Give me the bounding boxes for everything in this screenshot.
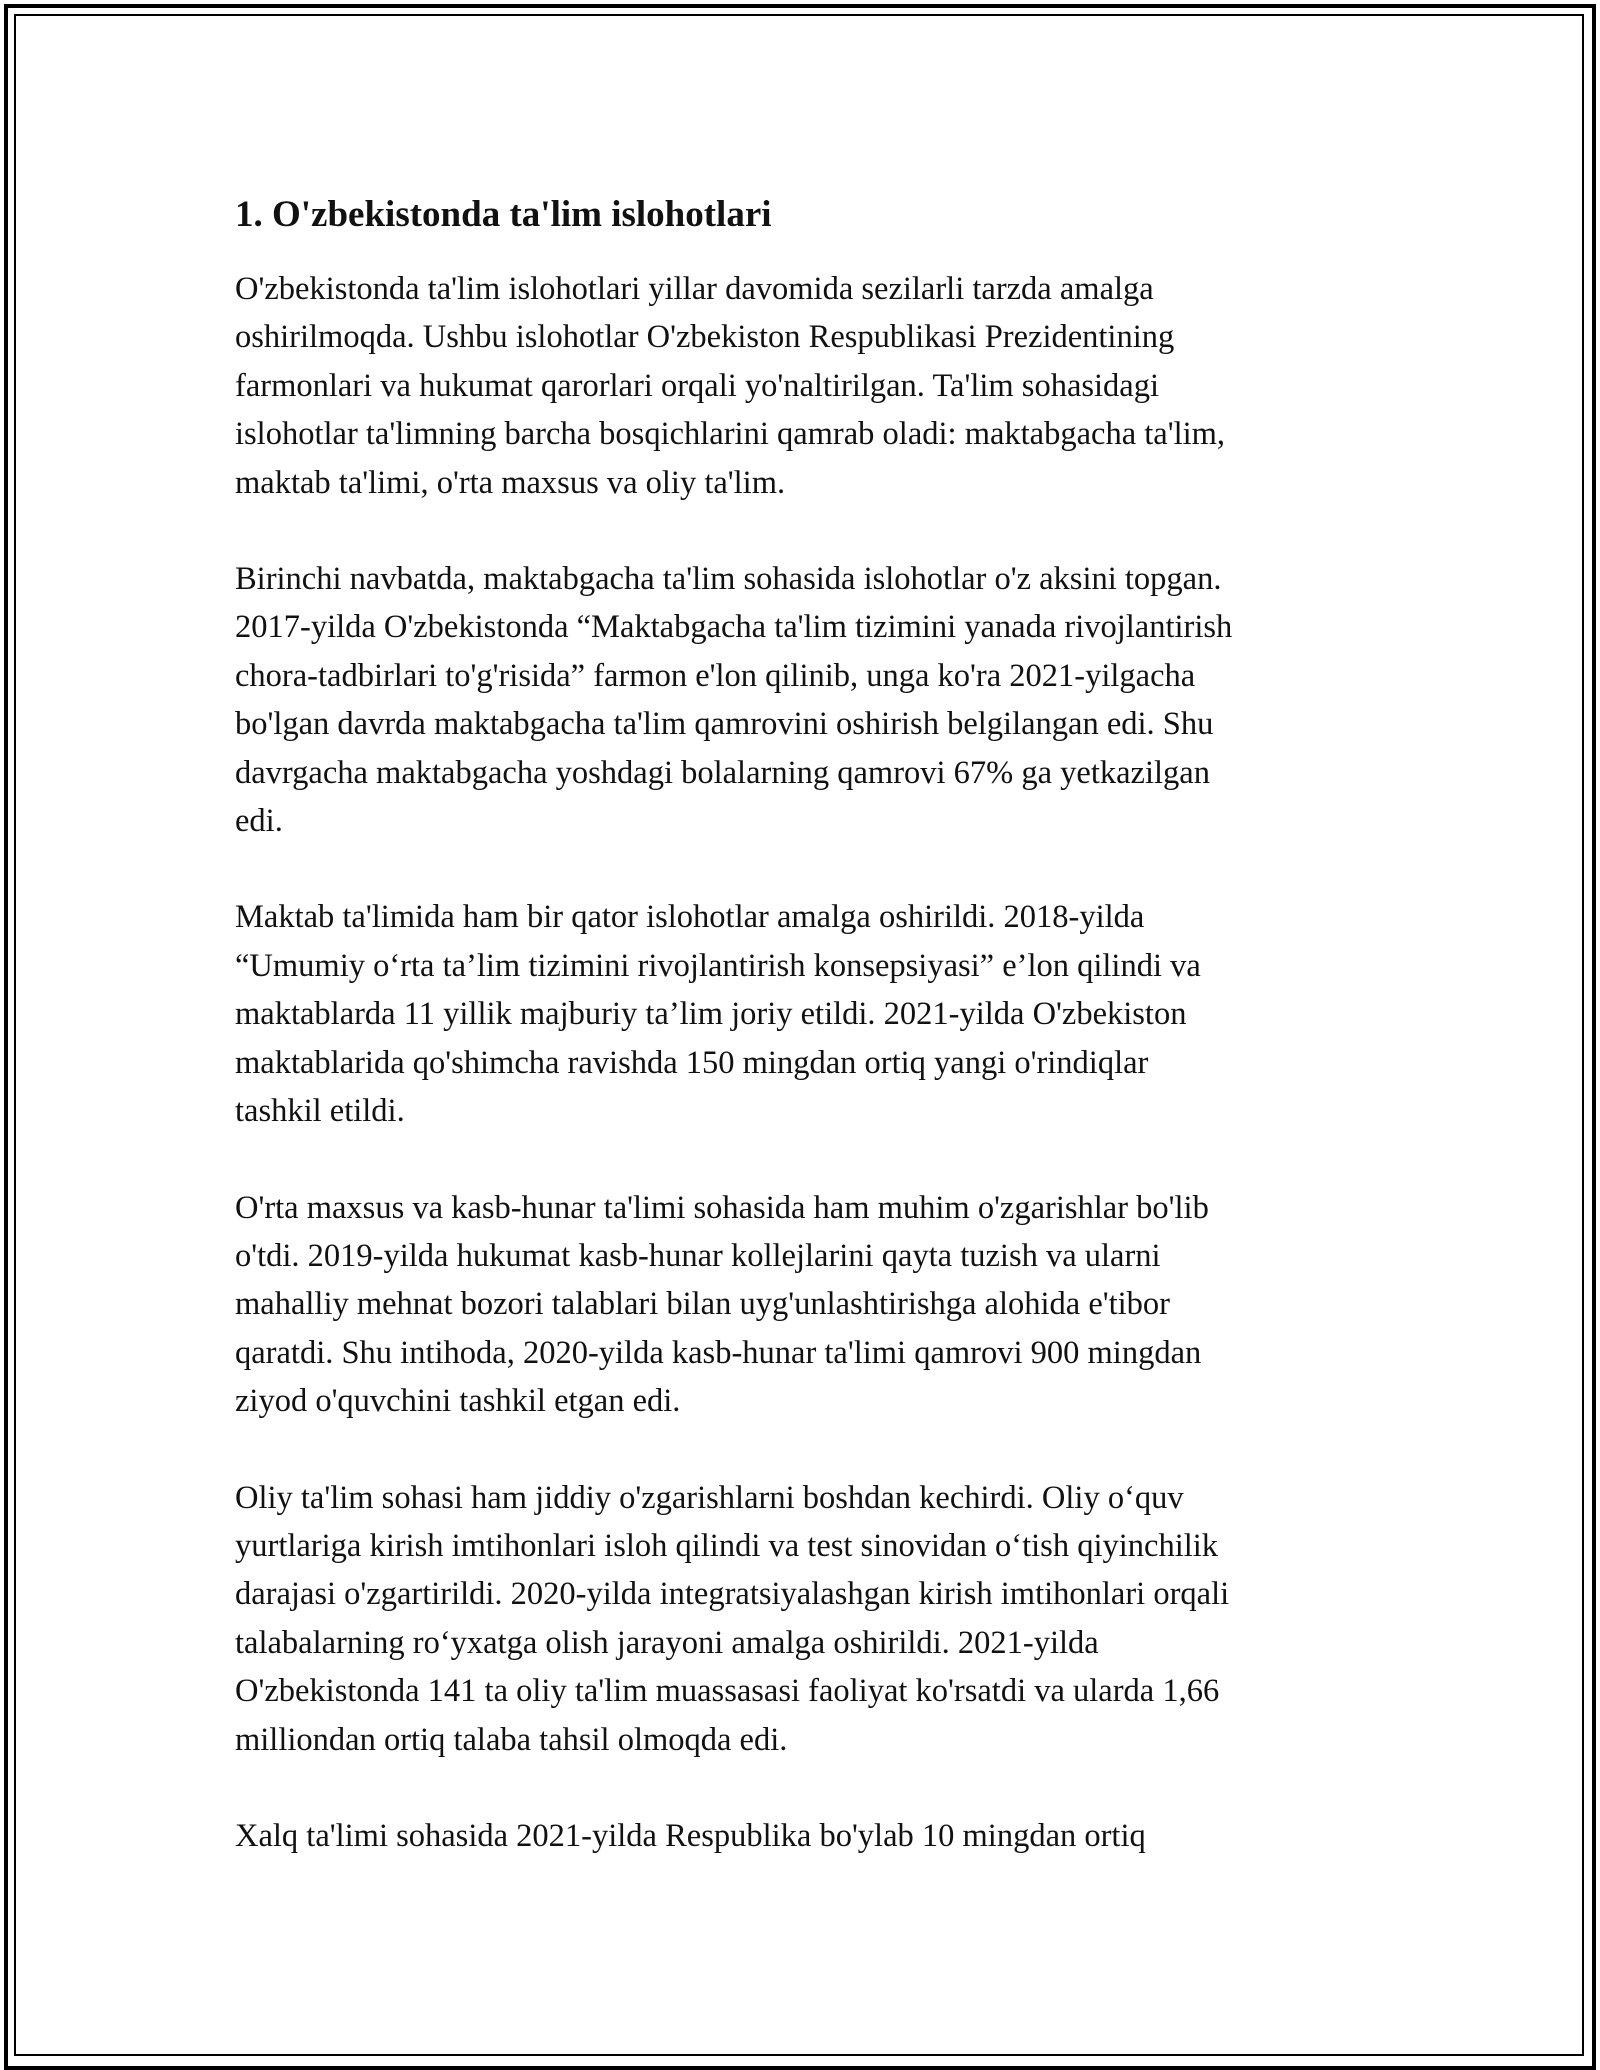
paragraph-public-education: Xalq ta'limi sohasida 2021-yilda Respublika bo'ylab 10 mingdan ortiq	[235, 1817, 1146, 1854]
document-body	[235, 187, 1365, 1908]
paragraph-school: Maktab ta'limida ham bir qator islohotlar amalga oshirildi. 2018-yilda “Umumiy o‘rta ta’lim tizimini rivojlantirish konsepsiyasi” e’lon qilindi va maktablarda 11 yillik majburiy ta’lim joriy etildi. 2021-yilda O'zbekiston maktablarida qo'shimcha ravishda 150 mingdan ortiq yangi o'rindiqlar tashkil etildi.	[235, 899, 1201, 1130]
paragraph-higher-education: Oliy ta'lim sohasi ham jiddiy o'zgarishlarni boshdan kechirdi. Oliy o‘quv yurtlariga kirish imtihonlari isloh qilindi va test sinovidan o‘tish qiyinchilik darajasi o'zgartirildi. 2020-yilda integratsiyalashgan kirish imtihonlari orqali talabalarning ro‘yxatga olish jarayoni amalga oshirildi. 2021-yilda O'zbekistonda 141 ta oliy ta'lim muassasasi faoliyat ko'rsatdi va ularda 1,66 milliondan ortiq talaba tahsil olmoqda edi.	[235, 1479, 1230, 1758]
section-heading: 1. O'zbekistonda ta'lim islohotlari	[235, 194, 772, 235]
paragraph-vocational: O'rta maxsus va kasb-hunar ta'limi sohasida ham muhim o'zgarishlar bo'lib o'tdi. 2019-yilda hukumat kasb-hunar kollejlarini qayta tuzish va ularni mahalliy mehnat bozori talablari bilan uyg'unlashtirishga alohida e'tibor qaratdi. Shu intihoda, 2020-yilda kasb-hunar ta'limi qamrovi 900 mingdan ziyod o'quvchini tashkil etgan edi.	[235, 1189, 1209, 1420]
paragraph-intro: O'zbekistonda ta'lim islohotlari yillar davomida sezilarli tarzda amalga oshirilmoqda. Ushbu islohotlar O'zbekiston Respublikasi Prezidentining farmonlari va hukumat qarorlari orqali yo'naltirilgan. Ta'lim sohasidagi islohotlar ta'limning barcha bosqichlarini qamrab oladi: maktabgacha ta'lim, maktab ta'limi, o'rta maxsus va oliy ta'lim.	[235, 271, 1226, 501]
paragraph-preschool: Birinchi navbatda, maktabgacha ta'lim sohasida islohotlar o'z aksini topgan. 2017-yilda O'zbekistonda “Maktabgacha ta'lim tizimini yanada rivojlantirish chora-tadbirlari to'g'risida” farmon e'lon qilinib, unga ko'ra 2021-yilgacha bo'lgan davrda maktabgacha ta'lim qamrovini oshirish belgilangan edi. Shu davrgacha maktabgacha yoshdagi bolalarning qamrovi 67% ga yetkazilgan edi.	[235, 561, 1233, 840]
